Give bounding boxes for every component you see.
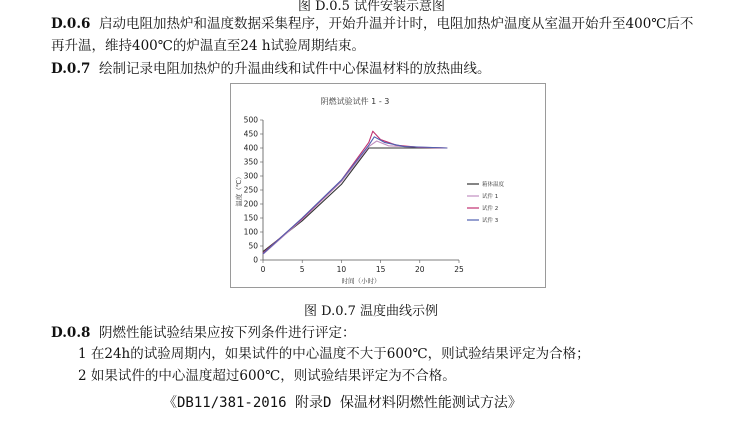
- y-tick-label: 500: [243, 115, 258, 125]
- y-tick-label: 100: [243, 227, 258, 237]
- x-axis-label: 时间（小时）: [341, 277, 381, 285]
- criterion-item-1: 1 在24h的试验周期内，如果试件的中心温度不大于600℃，则试验结果评定为合格；: [78, 346, 590, 362]
- y-tick-label: 350: [243, 157, 258, 167]
- legend-label-1: 箱体温度: [482, 182, 505, 188]
- series-line-3: [263, 131, 447, 253]
- criterion-item-2: 2 如果试件的中心温度超过600℃，则试验结果评定为不合格。: [78, 368, 456, 384]
- temperature-chart: [230, 83, 546, 288]
- chart-title: 阴燃试验试件 1 - 3: [320, 97, 390, 106]
- clause-d06-text-a: 启动电阻加热炉和温度数据采集程序，开始升温并计时，电阻加热炉温度从室温开始升至400℃后不: [99, 16, 694, 32]
- x-tick-label: 10: [336, 265, 347, 274]
- clause-d07-text: 绘制记录电阻加热炉的升温曲线和试件中心保温材料的放热曲线。: [99, 61, 491, 77]
- clause-d08-number: D.0.8: [51, 325, 91, 341]
- x-tick-label: 20: [415, 265, 425, 274]
- clause-d08-text: 阴燃性能试验结果应按下列条件进行评定：: [99, 325, 356, 341]
- x-tick-label: 5: [299, 265, 305, 274]
- source-citation: 《DB11/381-2016 附录D 保温材料阴燃性能测试方法》: [163, 395, 522, 411]
- x-tick-label: 25: [454, 265, 464, 274]
- legend-label-3: 试件 2: [482, 206, 499, 212]
- y-tick-label: 0: [253, 255, 258, 265]
- x-tick-label: 0: [260, 265, 266, 274]
- y-tick-label: 50: [248, 241, 258, 251]
- clause-d06-number: D.0.6: [51, 16, 91, 32]
- series-line-2: [263, 141, 447, 254]
- legend-label-2: 试件 1: [482, 194, 499, 200]
- clause-d06-line1: [51, 18, 693, 32]
- clause-d07-number: D.0.7: [51, 61, 91, 77]
- clause-d07: [51, 63, 491, 77]
- y-tick-label: 250: [243, 185, 258, 195]
- y-tick-label: 400: [243, 143, 258, 153]
- temperature-chart-svg: [231, 84, 547, 289]
- y-tick-label: 150: [243, 213, 258, 223]
- y-axis-label: 温度（℃）: [235, 173, 243, 207]
- y-tick-label: 200: [243, 199, 258, 209]
- previous-figure-caption: 图 D.0.5 试件安装示意图: [298, 0, 446, 14]
- clause-d06-text-b: 再升温，维持400℃的炉温直至24 h试验周期结束。: [51, 38, 366, 54]
- series-line-4: [263, 137, 447, 254]
- legend-label-4: 试件 3: [482, 218, 499, 224]
- figure-caption: 图 D.0.7 温度曲线示例: [304, 304, 439, 319]
- clause-d08: [51, 327, 356, 341]
- x-tick-label: 15: [375, 265, 386, 274]
- y-tick-label: 300: [243, 171, 258, 181]
- y-tick-label: 450: [243, 129, 258, 139]
